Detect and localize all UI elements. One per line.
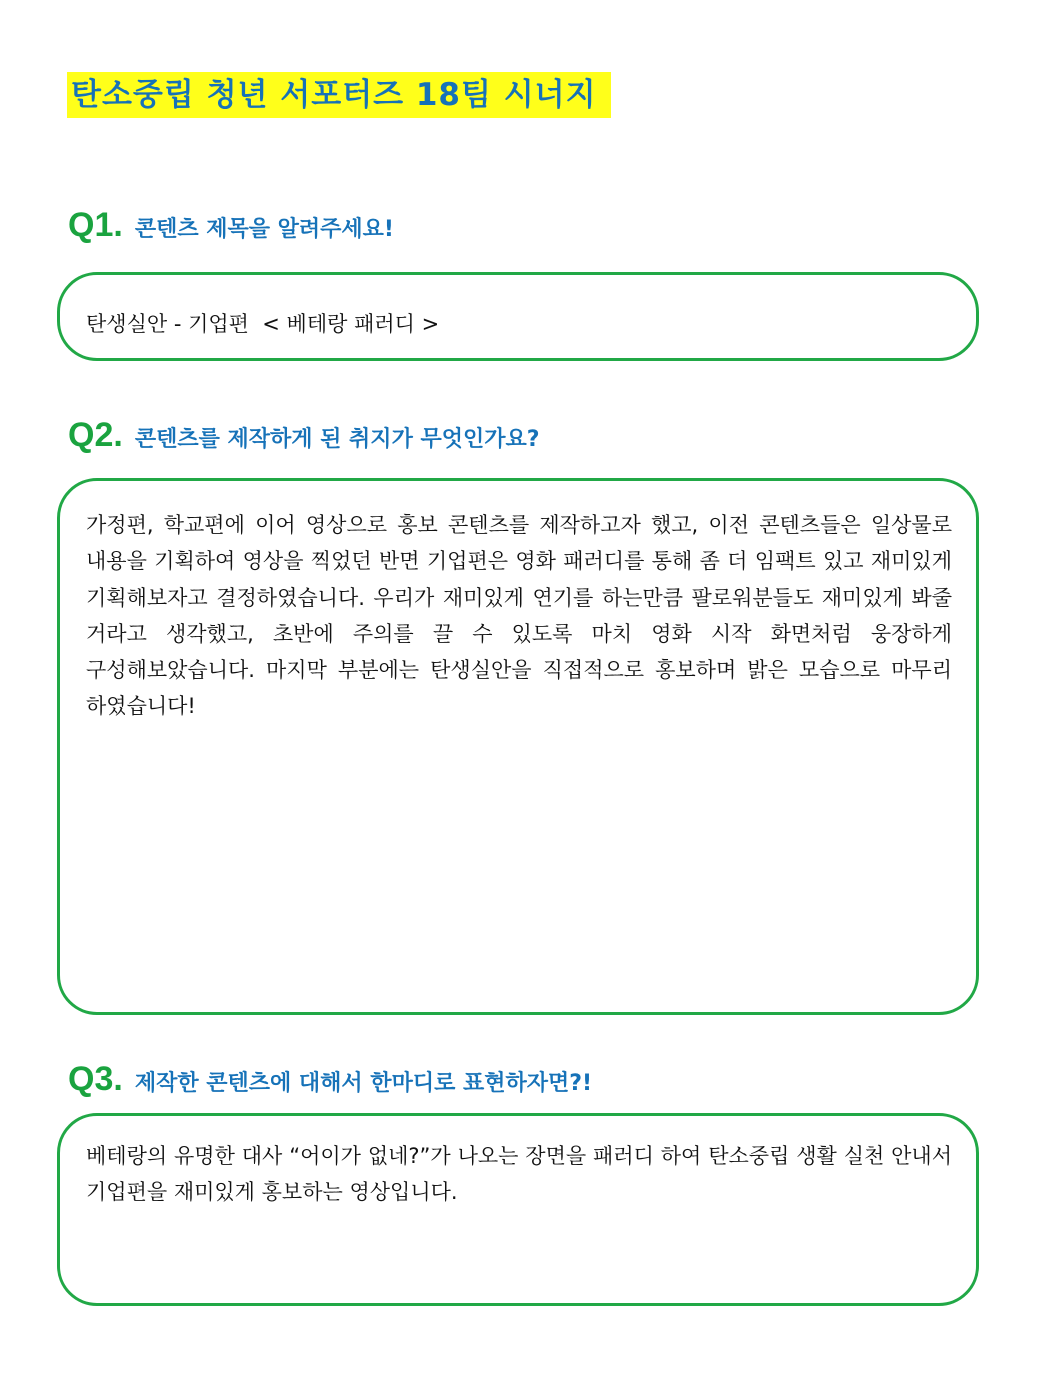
answer-2-text: 가정편, 학교편에 이어 영상으로 홍보 콘텐츠를 제작하고자 했고, 이전 콘텐츠들은 일상물로 내용을 기획하여 영상을 찍었던 반면 기업편은 영화 패러디를 통해 좀 더 임팩트 있고 재미있게 기획해보자고 결정하였습니다. 우리가 재미있게 연기를 하는만큼 팔로워분들도 재미있게 봐줄 거라고 생각했고, 초반에 주의를 끌 수 있도록 마치 영화 시작 화면처럼 웅장하게 구성해보았습니다. 마지막 부분에는 탄생실안을 직접적으로 홍보하며 밝은 모습으로 마무리 하였습니다! bbox=[86, 513, 959, 719]
answer-1-text: 탄생실안 - 기업편 < 베테랑 패러디 > bbox=[86, 312, 440, 336]
question-2-text: 콘텐츠를 제작하게 된 취지가 무엇인가요? bbox=[134, 427, 540, 452]
answer-3-text: 베테랑의 유명한 대사 “어이가 없네?”가 나오는 장면을 패러디 하여 탄소중립 생활 실천 안내서 기업편을 재미있게 홍보하는 영상입니다. bbox=[86, 1144, 959, 1205]
answer-3-box bbox=[57, 1113, 979, 1306]
question-2-number: Q2. bbox=[68, 416, 123, 454]
question-1-text: 콘텐츠 제목을 알려주세요! bbox=[134, 217, 394, 242]
question-1-number: Q1. bbox=[68, 206, 123, 244]
question-3-text: 제작한 콘텐츠에 대해서 한마디로 표현하자면?! bbox=[134, 1071, 593, 1096]
question-2-heading bbox=[68, 416, 540, 455]
question-3-heading bbox=[68, 1060, 592, 1099]
answer-2-box bbox=[57, 478, 979, 1015]
question-1-heading bbox=[68, 206, 394, 245]
page-title: 탄소중립 청년 서포터즈 18팀 시너지 bbox=[67, 72, 611, 118]
question-3-number: Q3. bbox=[68, 1060, 123, 1098]
answer-1-box bbox=[57, 272, 979, 361]
